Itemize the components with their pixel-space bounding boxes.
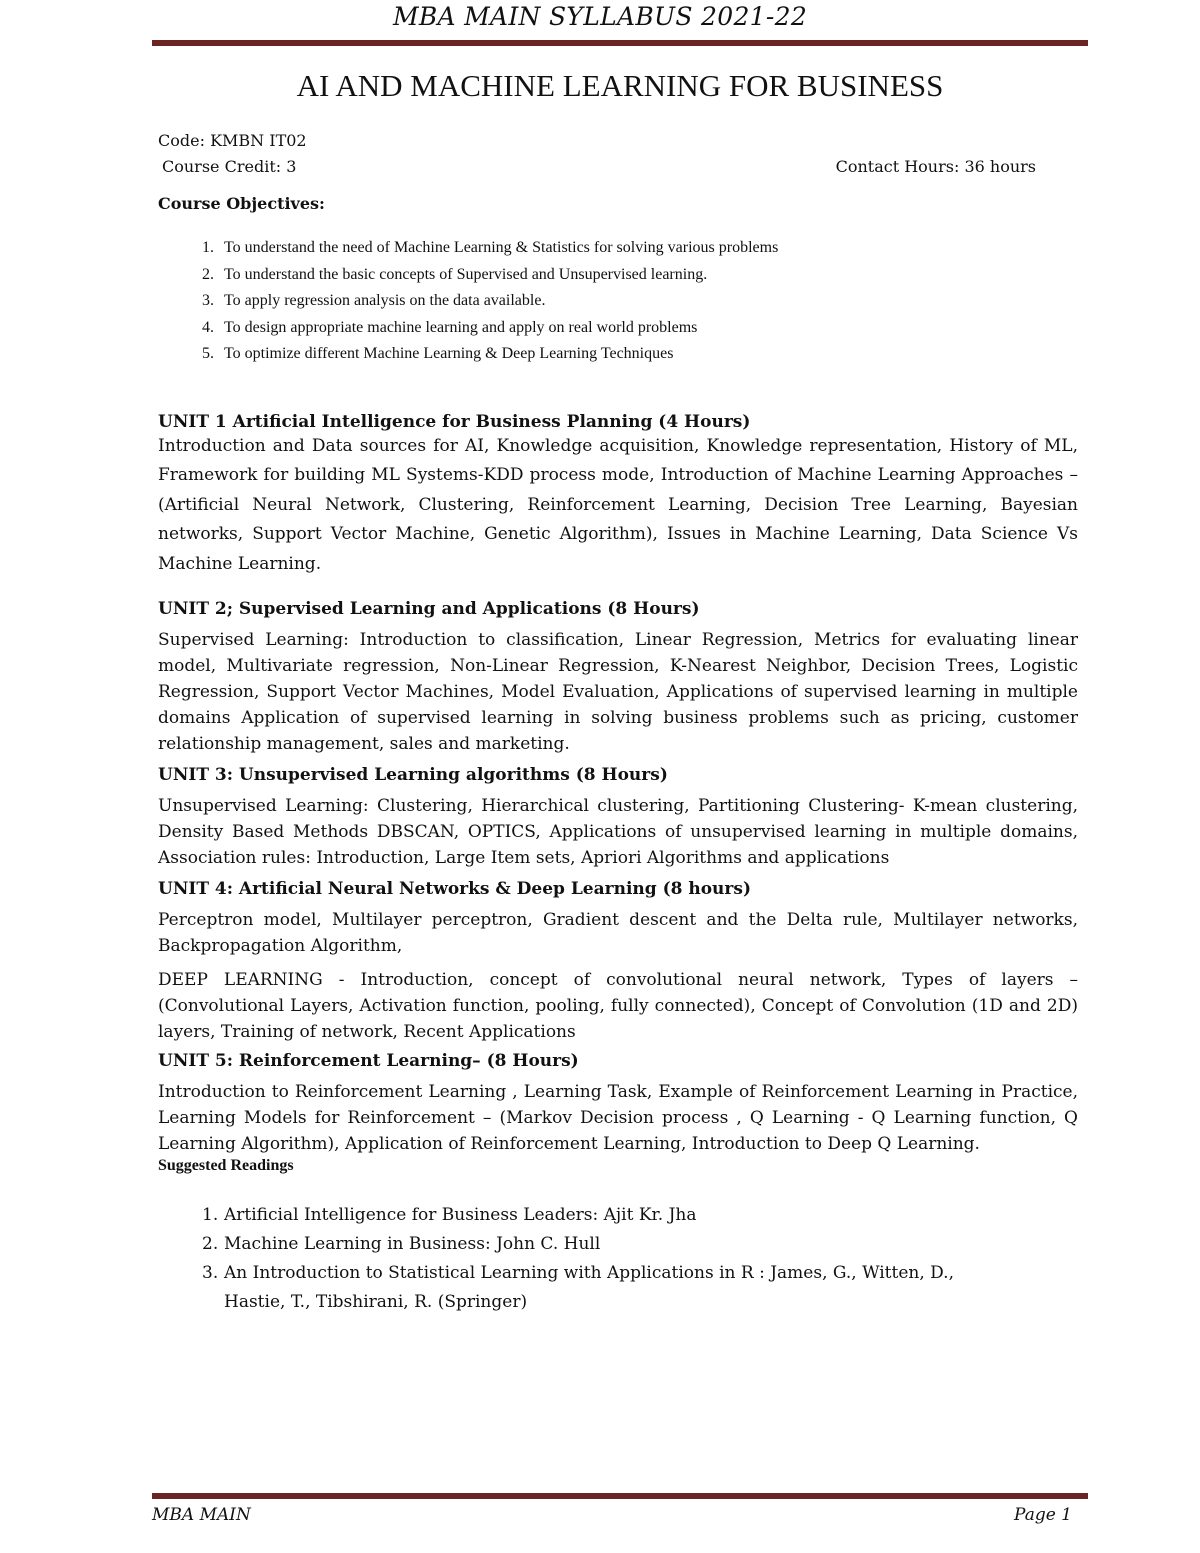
list-item: 2. Machine Learning in Business: John C. Hull (202, 1234, 601, 1254)
list-item: 2. To understand the basic concepts of Supervised and Unsupervised learning. (202, 265, 708, 283)
course-title: AI AND MACHINE LEARNING FOR BUSINESS (296, 68, 944, 103)
list-item: 1. To understand the need of Machine Learning & Statistics for solving various problems (202, 239, 779, 256)
course-code: Code: KMBN IT02 (158, 131, 307, 150)
unit-4-text: Perceptron model, Multilayer perceptron, Gradient descent and the Delta rule, Multilayer networks, Backpropagation Algorithm, (158, 910, 1078, 956)
header-rule (152, 40, 1088, 46)
objectives-list (158, 235, 1078, 368)
page-footer (152, 1505, 1072, 1525)
page-header-title: MBA MAIN SYLLABUS 2021-22 (392, 2, 808, 31)
objectives-heading: Course Objectives: (158, 194, 325, 213)
unit-5-text: Introduction to Reinforcement Learning , Learning Task, Example of Reinforcement Learning in Practice, Learning Models for Reinforcement – (Markov Decision process , Q Learning - Q Learning function, Q Learning Algorithm), Application of Reinforcement Learning, Introduction to Deep Q Learning. (158, 1082, 1078, 1154)
unit-2-text: Supervised Learning: Introduction to classification, Linear Regression, Metrics for evaluating linear model, Multivariate regression, Non-Linear Regression, K-Nearest Neighbor, Decision Trees, Logistic Regression, Support Vector Machines, Model Evaluation, Applications of supervised learning in multiple domains Application of supervised learning in solving business problems such as pricing, customer relationship management, sales and marketing. (158, 630, 1078, 754)
course-meta-row (158, 154, 1078, 180)
readings-list (158, 1201, 1078, 1317)
unit-4-heading: UNIT 4: Artificial Neural Networks & Deep Learning (8 hours) (158, 879, 751, 899)
unit-3-heading: UNIT 3: Unsupervised Learning algorithms (8 Hours) (158, 765, 668, 785)
list-item: 3. To apply regression analysis on the data available. (202, 292, 546, 309)
list-item: 4. To design appropriate machine learning and apply on real world problems (202, 318, 698, 336)
contact-hours: Contact Hours: 36 hours (835, 157, 1036, 176)
footer-rule (152, 1493, 1088, 1499)
unit-1-text: Introduction and Data sources for AI, Knowledge acquisition, Knowledge representation, History of ML, Framework for building ML Systems-KDD process mode, Introduction of Machine Learning Approaches – (Artificial Neural Network, Clustering, Reinforcement Learning, Decision Tree Learning, Bayesian networks, Support Vector Machine, Genetic Algorithm), Issues in Machine Learning, Data Science Vs Machine Learning. (158, 435, 1078, 574)
page-number: Page 1 (1014, 1505, 1072, 1525)
document-body (158, 68, 1078, 1317)
unit-1-heading: UNIT 1 Artificial Intelligence for Business Planning (4 Hours) (158, 411, 751, 432)
course-credit: Course Credit: 3 (162, 157, 297, 176)
suggested-readings-heading: Suggested Readings (158, 1157, 294, 1174)
course-meta (158, 128, 1078, 180)
list-item: 1. Artificial Intelligence for Business Leaders: Ajit Kr. Jha (202, 1205, 697, 1225)
list-item: 3. An Introduction to Statistical Learning with Applications in R : James, G., Witten, D., Hastie, T., Tibshirani, R. (Springer) (202, 1263, 954, 1312)
unit-3-text: Unsupervised Learning: Clustering, Hierarchical clustering, Partitioning Clustering- K-mean clustering, Density Based Methods DBSCAN, OPTICS, Applications of unsupervised learning in multiple domains, Association rules: Introduction, Large Item sets, Apriori Algorithms and applications (158, 796, 1078, 868)
footer-left: MBA MAIN (152, 1505, 251, 1525)
unit-5-heading: UNIT 5: Reinforcement Learning– (8 Hours) (158, 1051, 579, 1071)
unit-4-deep-learning-text: DEEP LEARNING - Introduction, concept of convolutional neural network, Types of layers – (Convolutional Layers, Activation function, pooling, fully connected), Concept of Convolution (1D and 2D) layers, Training of network, Recent Applications (158, 970, 1078, 1042)
list-item: 5. To optimize different Machine Learning & Deep Learning Techniques (202, 345, 674, 362)
unit-2-heading: UNIT 2; Supervised Learning and Applications (8 Hours) (158, 599, 700, 619)
